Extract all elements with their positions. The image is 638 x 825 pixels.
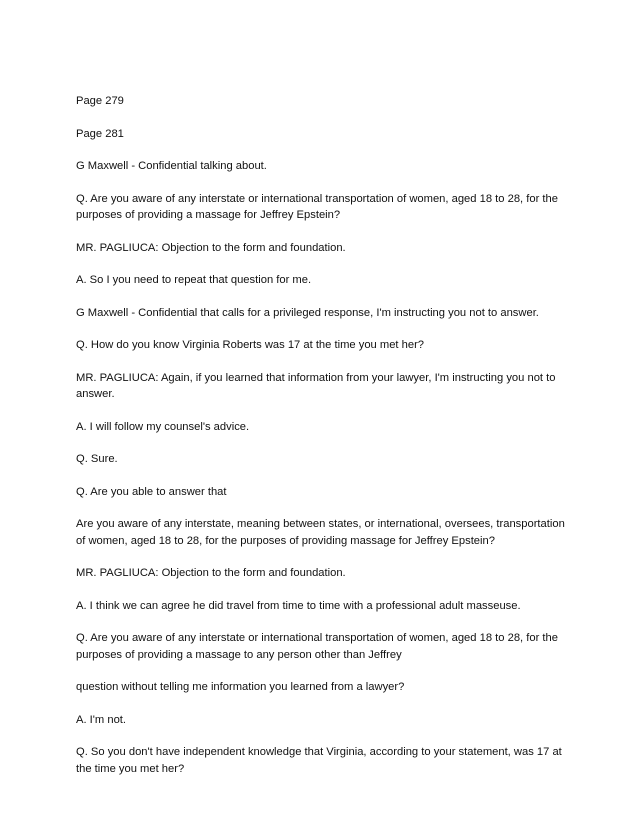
transcript-paragraph: MR. PAGLIUCA: Objection to the form and foundation. — [76, 567, 346, 579]
transcript-paragraph: Q. Are you able to answer that — [76, 485, 227, 498]
transcript-paragraph: MR. PAGLIUCA: Objection to the form and foundation. — [76, 241, 346, 254]
page-label: Page 279 — [76, 95, 124, 107]
transcript-body — [76, 93, 568, 793]
transcript-paragraph: Q. Are you aware of any interstate or international transportation of women, aged 18 to 28, for the purposes of providing a massage for Jeffrey Epstein? — [76, 192, 558, 221]
transcript-paragraph: A. So I you need to repeat that question for me. — [76, 274, 312, 286]
transcript-paragraph: Q. How do you know Virginia Roberts was 17 at the time you met her? — [76, 339, 425, 351]
transcript-paragraph: G Maxwell - Confidential talking about. — [76, 160, 267, 172]
transcript-paragraph: question without telling me information you learned from a lawyer? — [76, 681, 405, 693]
transcript-paragraph: G Maxwell - Confidential that calls for a privileged response, I'm instructing you not to answer. — [76, 306, 539, 319]
transcript-paragraph: A. I will follow my counsel's advice. — [76, 420, 250, 433]
transcript-paragraph: Q. Are you aware of any interstate or international transportation of women, aged 18 to 28, for the purposes of providing a massage to any person other than Jeffrey — [76, 632, 558, 661]
transcript-paragraph: Q. Sure. — [76, 453, 118, 465]
transcript-paragraph: Are you aware of any interstate, meaning between states, or international, oversees, transportation of women, aged 18 to 28, for the purposes of providing massage for Jeffrey Epstein? — [76, 518, 565, 547]
transcript-paragraph: A. I'm not. — [76, 713, 127, 726]
page-label: Page 281 — [76, 127, 124, 140]
transcript-paragraph: MR. PAGLIUCA: Again, if you learned that information from your lawyer, I'm instructing you not to answer. — [76, 371, 556, 400]
transcript-paragraph: A. I think we can agree he did travel from time to time with a professional adult masseuse. — [76, 599, 521, 612]
transcript-paragraph: Q. So you don't have independent knowledge that Virginia, according to your statement, was 17 at the time you met her? — [76, 746, 562, 775]
